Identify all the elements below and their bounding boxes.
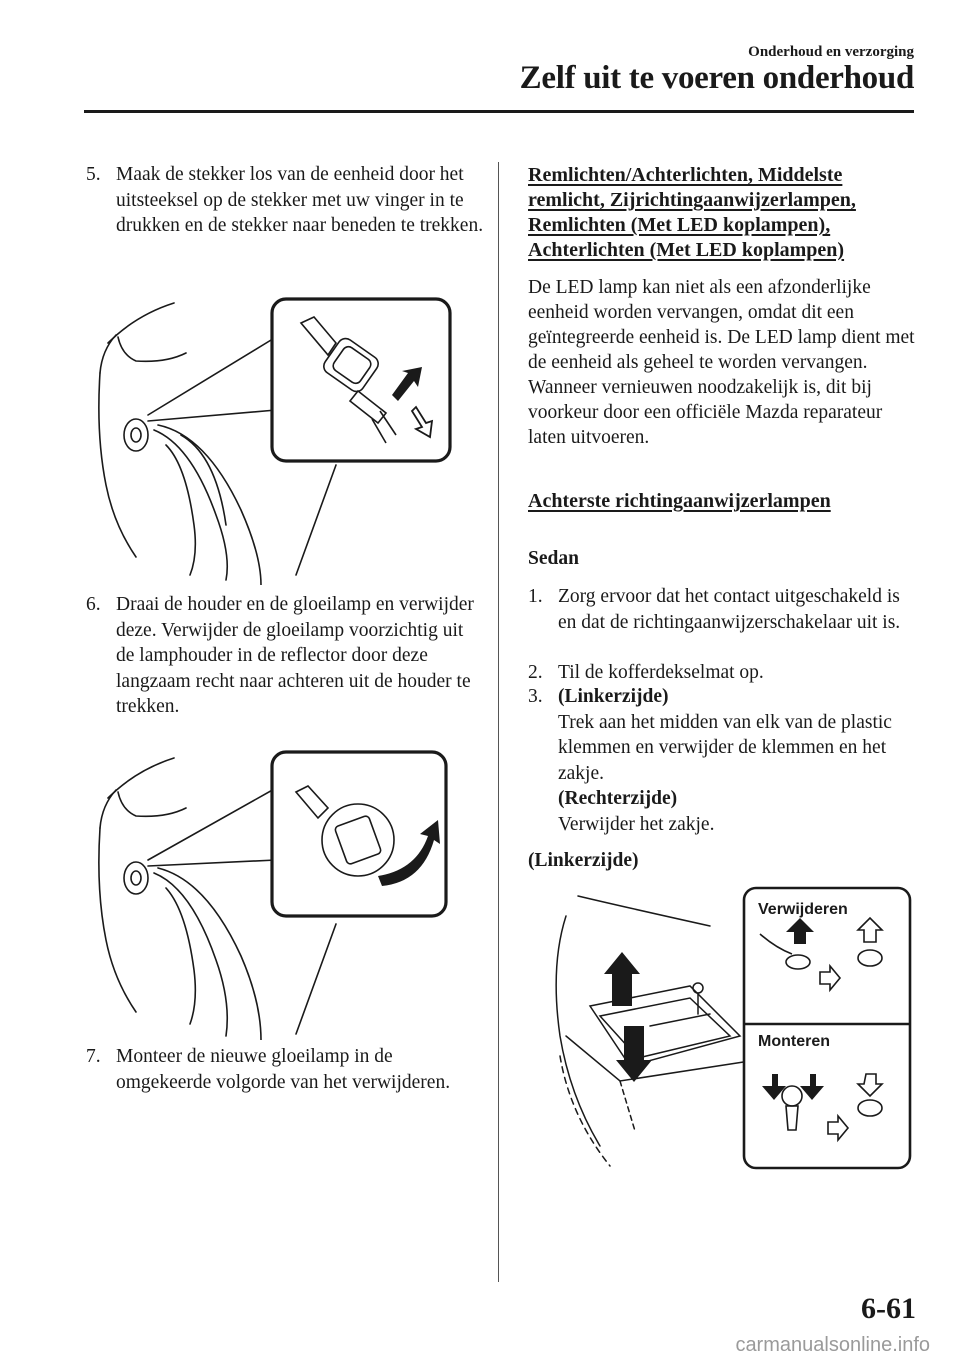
step-5 [86, 162, 486, 239]
header-divider [84, 110, 914, 113]
label-remove: Verwijderen [758, 901, 848, 918]
subheading-sedan: Sedan [528, 548, 579, 569]
step-text-left: Trek aan het midden van elk van de plastic klemmen en verwijder de klemmen en het zakje. [558, 711, 892, 784]
step-7 [86, 1044, 486, 1095]
illustration-trunk-clips [530, 886, 912, 1170]
step-text: Zorg ervoor dat het contact uitgeschakeld is en dat de richtingaanwijzerschakelaar uit is. [558, 586, 901, 633]
step-label-left: (Linkerzijde) [558, 686, 669, 707]
step-text: Monteer de nieuwe gloeilamp in de omgekeerde volgorde van het verwijderen. [116, 1046, 451, 1093]
illustration-remove-bulb [96, 748, 458, 1040]
step-text: Draai de houder en de gloeilamp en verwijder deze. Verwijder de gloeilamp voorzichtig uit de lamphouder in de reflector door deze langzaam recht naar achteren uit de houder te trekken. [116, 594, 474, 717]
figure-caption: (Linkerzijde) [528, 850, 639, 871]
step-3 [528, 684, 920, 837]
step-text: Maak de stekker los van de eenheid door het uitsteeksel op de stekker met uw vinger in te drukken en de stekker naar beneden te trekken. [116, 164, 484, 236]
label-install: Monteren [758, 1033, 830, 1050]
step-number: 3. [528, 686, 543, 707]
step-number: 1. [528, 586, 543, 607]
step-number: 2. [528, 662, 543, 683]
illustration-unplug-connector [96, 295, 458, 585]
column-divider [498, 162, 499, 1282]
step-text: Til de kofferdekselmat op. [558, 662, 764, 683]
section-title: Onderhoud en verzorging [748, 44, 914, 60]
step-1 [528, 584, 920, 635]
watermark: carmanualsonline.info [735, 1334, 930, 1356]
page-title: Zelf uit te voeren onderhoud [519, 60, 914, 96]
led-paragraph: De LED lamp kan niet als een afzonderlijke eenheid worden vervangen, omdat dit een geïntegreerde eenheid is. De LED lamp dient met de eenheid als geheel te worden vervangen. Wanneer vernieuwen noodzakelijk is, dit bij voorkeur door een officiële Mazda reparateur laten uitvoeren. [528, 277, 915, 448]
section-heading-rear-turn: Achterste richtingaanwijzerlampen [528, 490, 831, 512]
step-6 [86, 592, 486, 720]
step-text-right: Verwijder het zakje. [558, 813, 715, 835]
page-number: 6-61 [861, 1292, 916, 1325]
step-2 [528, 660, 920, 686]
step-number: 5. [86, 164, 101, 185]
section-heading-led: Remlichten/Achterlichten, Middelste remlicht, Zijrichtingaanwijzerlampen, Remlichten (Met LED koplampen), Achterlichten (Met LED koplampen) [528, 164, 856, 261]
step-number: 7. [86, 1046, 101, 1067]
step-label-right: (Rechterzijde) [558, 788, 678, 809]
step-number: 6. [86, 594, 101, 615]
